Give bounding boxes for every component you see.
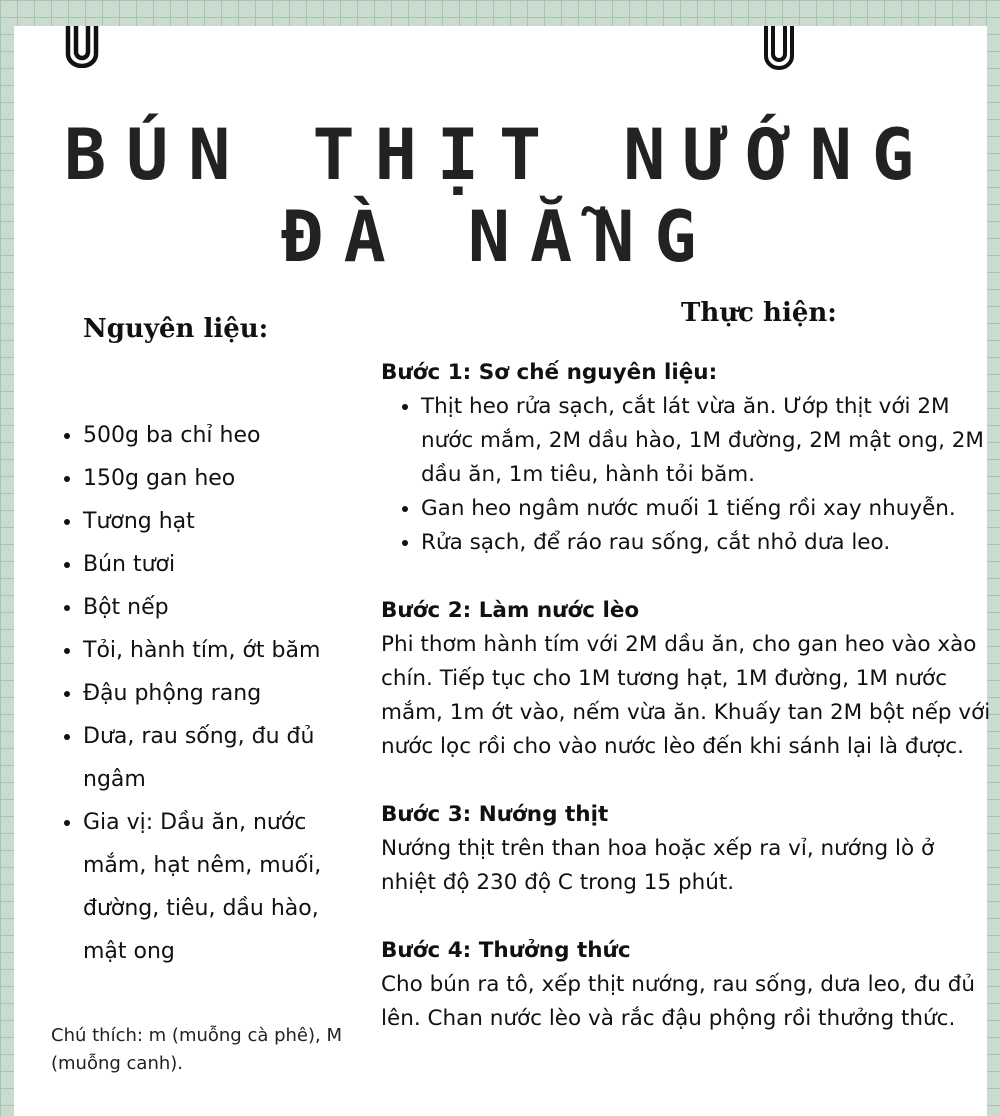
recipe-title-line1: BÚN THỊT NƯỚNG — [63, 114, 934, 196]
step-3 — [381, 798, 991, 900]
list-item: • Bún tươi — [83, 543, 358, 586]
list-item: • Bột nếp — [83, 586, 358, 629]
step-2 — [381, 594, 991, 764]
step-title: Bước 2: Làm nước lèo — [381, 598, 640, 623]
step-body: Phi thơm hành tím với 2M dầu ăn, cho gan heo vào xào chín. Tiếp tục cho 1M tương hạt, 1M đường, 1M nước mắm, 1m ớt vào, nếm vừa ăn. Khuấy tan 2M bột nếp với nước lọc rồi cho vào nước lèo đến khi sánh lại là được. — [381, 632, 991, 759]
paperclip-icon — [762, 26, 798, 70]
recipe-title — [14, 114, 984, 278]
step-1 — [381, 356, 991, 560]
list-item: • 500g ba chỉ heo — [83, 414, 358, 457]
step-body: Cho bún ra tô, xếp thịt nướng, rau sống, dưa leo, đu đủ lên. Chan nước lèo và rắc đậu phộng rồi thưởng thức. — [381, 972, 976, 1031]
step-body: Nướng thịt trên than hoa hoặc xếp ra vỉ, nướng lò ở nhiệt độ 230 độ C trong 15 phút. — [381, 836, 935, 895]
measurement-note: Chú thích: m (muỗng cà phê), M (muỗng canh). — [51, 1025, 343, 1074]
list-item: • 150g gan heo — [83, 457, 358, 500]
step-1-list — [381, 390, 991, 560]
paperclip-icon — [62, 26, 106, 68]
recipe-title-line2: ĐÀ NẴNG — [281, 196, 717, 278]
step-title: Bước 1: Sơ chế nguyên liệu: — [381, 360, 718, 385]
list-item: • Dưa, rau sống, đu đủ ngâm — [83, 715, 358, 801]
step-title: Bước 3: Nướng thịt — [381, 802, 609, 827]
ingredients-list — [59, 414, 358, 973]
list-item: • Gan heo ngâm nước muối 1 tiếng rồi xay nhuyễn. — [421, 492, 991, 526]
step-4 — [381, 934, 991, 1036]
list-item: • Đậu phộng rang — [83, 672, 358, 715]
ingredients-heading: Nguyên liệu: — [83, 314, 269, 344]
list-item: • Thịt heo rửa sạch, cắt lát vừa ăn. Ướp thịt với 2M nước mắm, 2M dầu hào, 1M đường, 2M mật ong, 2M dầu ăn, 1m tiêu, hành tỏi băm. — [421, 390, 991, 492]
step-title: Bước 4: Thưởng thức — [381, 938, 631, 963]
list-item: • Tỏi, hành tím, ớt băm — [83, 629, 358, 672]
list-item: • Tương hạt — [83, 500, 358, 543]
steps-section — [381, 356, 991, 1070]
list-item: • Rửa sạch, để ráo rau sống, cắt nhỏ dưa leo. — [421, 526, 991, 560]
steps-heading: Thực hiện: — [681, 298, 837, 328]
list-item: • Gia vị: Dầu ăn, nước mắm, hạt nêm, muối, đường, tiêu, dầu hào, mật ong — [83, 801, 358, 973]
recipe-card — [14, 26, 991, 1116]
